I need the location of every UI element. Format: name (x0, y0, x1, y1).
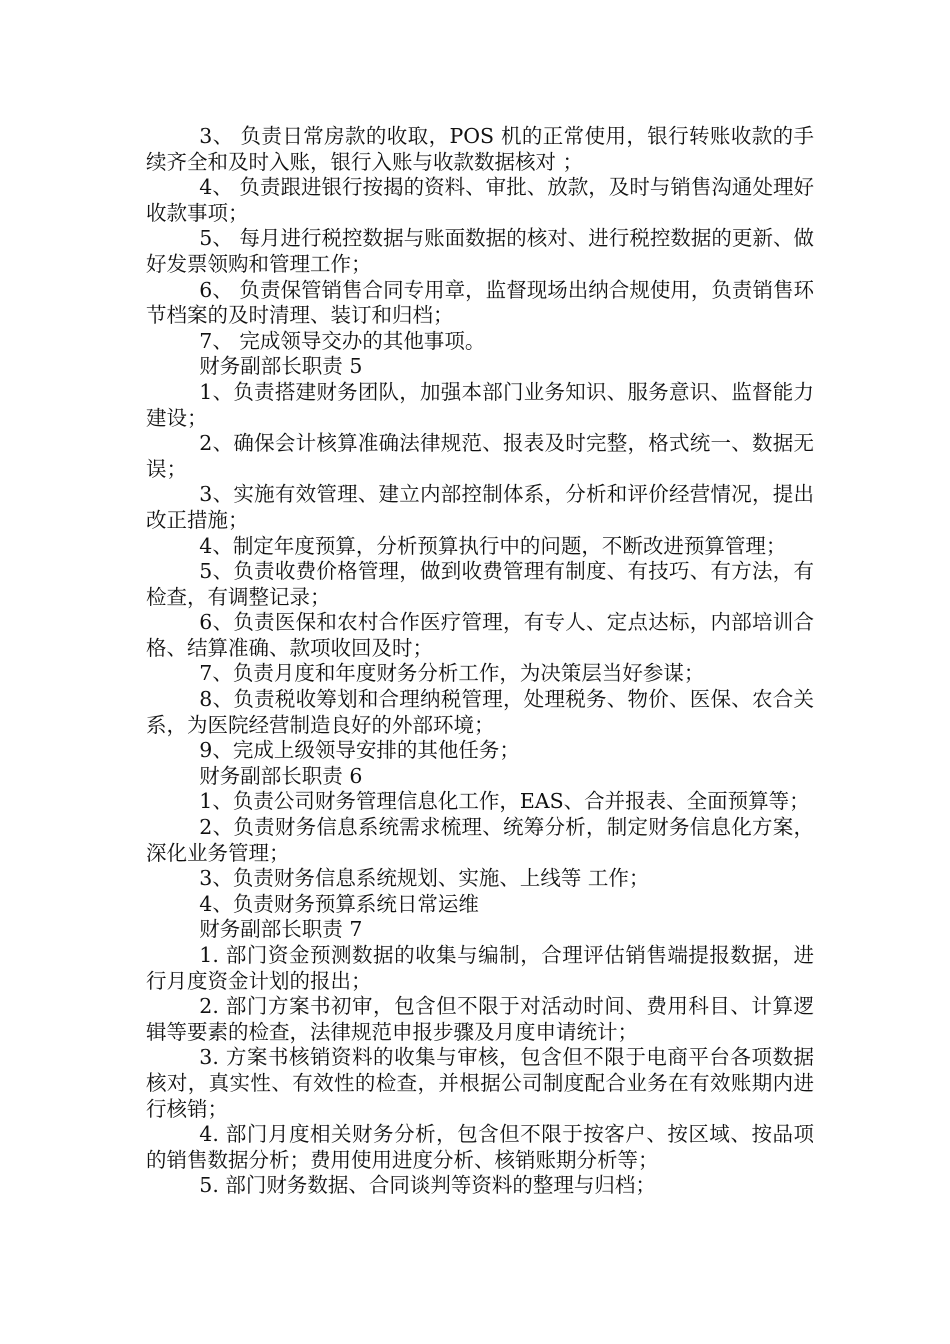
s5-item-8: 8、负责税收筹划和合理纳税管理，处理税务、物价、医保、农合关系，为医院经营制造良好的外部环境； (146, 687, 814, 737)
section-7-heading: 财务副部长职责 7 (199, 917, 363, 942)
s5-item-2: 2、确保会计核算准确法律规范、报表及时完整，格式统一、数据无误； (146, 431, 814, 481)
s5-item-4: 4、制定年度预算，分析预算执行中的问题，不断改进预算管理； (199, 533, 787, 558)
prev-item-6: 6、 负责保管销售合同专用章，监督现场出纳合规使用，负责销售环节档案的及时清理、装订和归档； (146, 277, 814, 328)
s7-item-1: 1. 部门资金预测数据的收集与编制，合理评估销售端提报数据，进行月度资金计划的报出； (146, 943, 814, 993)
s5-item-7: 7、负责月度和年度财务分析工作，为决策层当好参谋； (199, 661, 705, 686)
s5-item-1: 1、负责搭建财务团队，加强本部门业务知识、服务意识、监督能力建设； (146, 379, 814, 430)
s5-item-9: 9、完成上级领导安排的其他任务； (199, 738, 520, 763)
prev-item-3: 3、 负责日常房款的收取，POS 机的正常使用，银行转账收款的手续齐全和及时入账，银行入账与收款数据核对 ； (146, 124, 814, 174)
s7-item-5: 5. 部门财务数据、合同谈判等资料的整理与归档； (199, 1173, 656, 1198)
s6-item-4: 4、负责财务预算系统日常运维 (199, 891, 479, 916)
s6-item-2: 2、负责财务信息系统需求梳理、统筹分析，制定财务信息化方案，深化业务管理； (146, 815, 814, 865)
s5-item-5: 5、负责收费价格管理，做到收费管理有制度、有技巧、有方法，有检查，有调整记录； (146, 559, 814, 609)
s7-item-4: 4. 部门月度相关财务分析，包含但不限于按客户、按区域、按品项的销售数据分析；费用使用进度分析、核销账期分析等； (146, 1122, 814, 1172)
prev-item-7: 7、 完成领导交办的其他事项。 (199, 328, 486, 353)
s6-item-3: 3、负责财务信息系统规划、实施、上线等 工作； (199, 866, 650, 891)
document-body (146, 124, 814, 1199)
section-5-heading: 财务副部长职责 5 (199, 354, 363, 379)
s5-item-6: 6、负责医保和农村合作医疗管理，有专人、定点达标，内部培训合格、结算准确、款项收回及时； (146, 610, 814, 660)
prev-item-4: 4、 负责跟进银行按揭的资料、审批、放款，及时与销售沟通处理好收款事项； (146, 175, 814, 225)
s5-item-3: 3、实施有效管理、建立内部控制体系，分析和评价经营情况，提出改正措施； (146, 482, 814, 532)
s7-item-2: 2. 部门方案书初审，包含但不限于对活动时间、费用科目、计算逻辑等要素的检查，法律规范申报步骤及月度申请统计； (146, 994, 814, 1044)
s6-item-1: 1、负责公司财务管理信息化工作，EAS、合并报表、全面预算等； (199, 789, 810, 814)
prev-item-5: 5、 每月进行税控数据与账面数据的核对、进行税控数据的更新、做好发票领购和管理工作； (146, 226, 814, 276)
section-6-heading: 财务副部长职责 6 (199, 763, 363, 788)
s7-item-3: 3. 方案书核销资料的收集与审核，包含但不限于电商平台各项数据核对，真实性、有效性的检查，并根据公司制度配合业务在有效账期内进行核销； (146, 1045, 814, 1121)
